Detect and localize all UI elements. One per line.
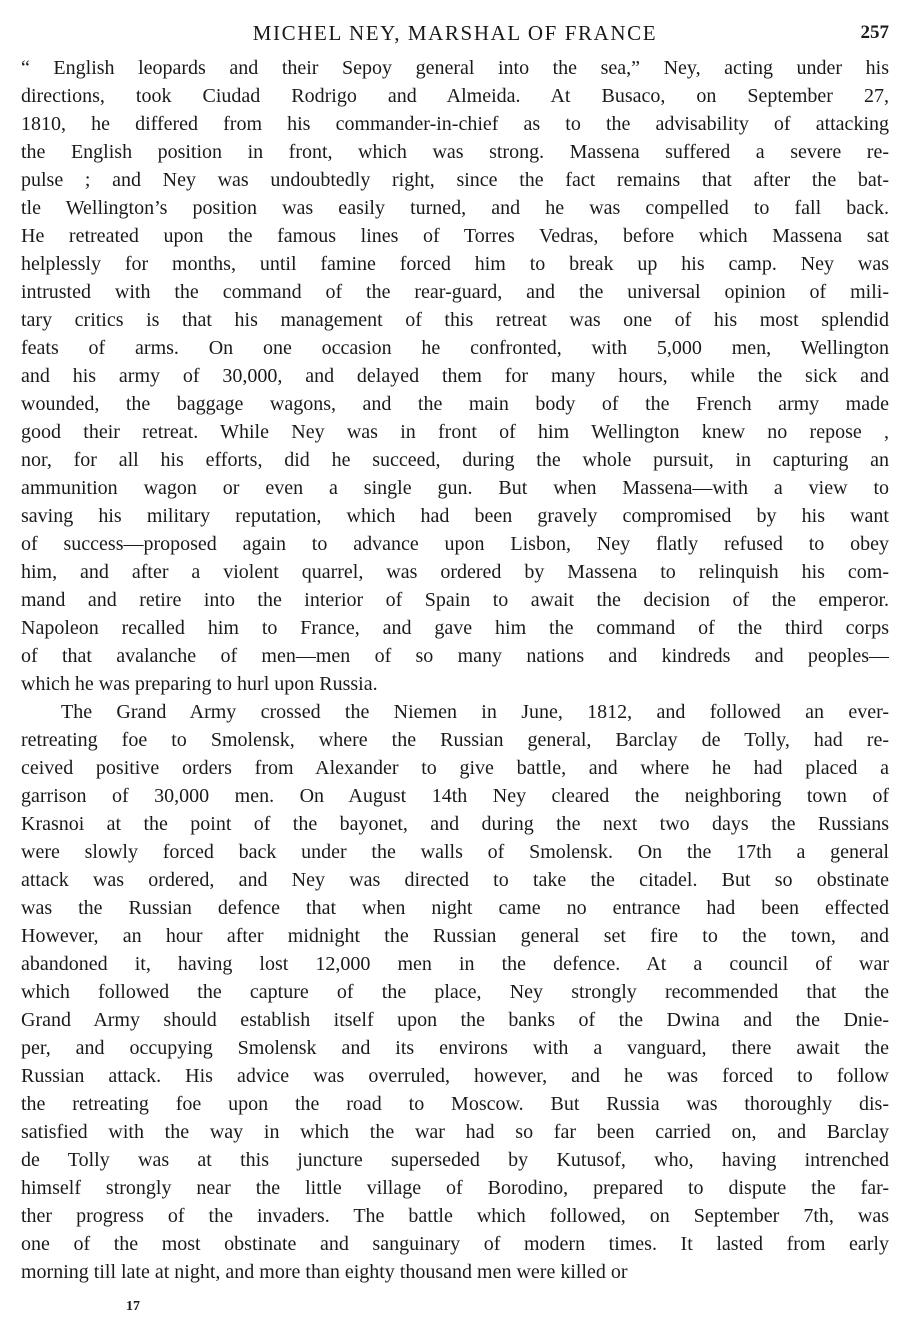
text-line: one of the most obstinate and sanguinary of modern times. It lasted from early (21, 1233, 889, 1255)
paragraph-continued (21, 54, 889, 698)
text-line: ceived positive orders from Alexander to give battle, and where he had placed a (21, 757, 889, 779)
text-line: Russian attack. His advice was overruled, however, and he was forced to follow (21, 1065, 889, 1087)
page-number: 257 (860, 22, 889, 43)
text-line: retreating foe to Smolensk, where the Russian general, Barclay de Tolly, had re- (21, 729, 889, 751)
text-line: nor, for all his efforts, did he succeed, during the whole pursuit, in capturing an (21, 449, 889, 471)
text-line: However, an hour after midnight the Russian general set fire to the town, and (21, 925, 889, 947)
text-line: pulse ; and Ney was undoubtedly right, since the fact remains that after the bat- (21, 169, 889, 191)
text-line: of success—proposed again to advance upon Lisbon, Ney flatly refused to obey (21, 533, 889, 555)
text-line: which followed the capture of the place, Ney strongly recommended that the (21, 981, 889, 1003)
text-line: ther progress of the invaders. The battle which followed, on September 7th, was (21, 1205, 889, 1227)
text-line: The Grand Army crossed the Niemen in June, 1812, and followed an ever- (61, 701, 889, 723)
body-text (21, 54, 889, 1286)
text-line: morning till late at night, and more than eighty thousand men were killed or (21, 1261, 628, 1283)
text-line: per, and occupying Smolensk and its environs with a vanguard, there await the (21, 1037, 889, 1059)
text-line: Napoleon recalled him to France, and gave him the command of the third corps (21, 617, 889, 639)
text-line: of that avalanche of men—men of so many nations and kindreds and peoples— (21, 645, 889, 667)
text-line: “ English leopards and their Sepoy general into the sea,” Ney, acting under his (21, 57, 889, 79)
text-line: Krasnoi at the point of the bayonet, and during the next two days the Russians (21, 813, 889, 835)
text-line: good their retreat. While Ney was in front of him Wellington knew no repose , (21, 421, 889, 443)
text-line: saving his military reputation, which had been gravely compromised by his want (21, 505, 889, 527)
text-line: attack was ordered, and Ney was directed to take the citadel. But so obstinate (21, 869, 889, 891)
text-line: and his army of 30,000, and delayed them for many hours, while the sick and (21, 365, 889, 387)
text-line: tary critics is that his management of this retreat was one of his most splendid (21, 309, 889, 331)
text-line: helplessly for months, until famine forced him to break up his camp. Ney was (21, 253, 889, 275)
text-line: mand and retire into the interior of Spain to await the decision of the emperor. (21, 589, 889, 611)
text-line: the English position in front, which was strong. Massena suffered a severe re- (21, 141, 889, 163)
text-line: garrison of 30,000 men. On August 14th Ney cleared the neighboring town of (21, 785, 889, 807)
text-line: was the Russian defence that when night came no entrance had been effected (21, 897, 889, 919)
text-line: were slowly forced back under the walls of Smolensk. On the 17th a general (21, 841, 889, 863)
text-line: wounded, the baggage wagons, and the main body of the French army made (21, 393, 889, 415)
text-line: He retreated upon the famous lines of Torres Vedras, before which Massena sat (21, 225, 889, 247)
text-line: himself strongly near the little village of Borodino, prepared to dispute the far- (21, 1177, 889, 1199)
text-line: abandoned it, having lost 12,000 men in the defence. At a council of war (21, 953, 889, 975)
paragraph-grand-army (21, 698, 889, 1286)
text-line: him, and after a violent quarrel, was ordered by Massena to relinquish his com- (21, 561, 889, 583)
text-line: satisfied with the way in which the war had so far been carried on, and Barclay (21, 1121, 889, 1143)
text-line: 1810, he differed from his commander-in-chief as to the advisability of attacking (21, 113, 889, 135)
text-line: intrusted with the command of the rear-guard, and the universal opinion of mili- (21, 281, 889, 303)
text-line: ammunition wagon or even a single gun. But when Massena—with a view to (21, 477, 889, 499)
text-line: feats of arms. On one occasion he confronted, with 5,000 men, Wellington (21, 337, 889, 359)
signature-mark: 17 (126, 1299, 140, 1314)
running-title: MICHEL NEY, MARSHAL OF FRANCE (252, 21, 658, 45)
text-line: directions, took Ciudad Rodrigo and Almeida. At Busaco, on September 27, (21, 85, 889, 107)
book-page (21, 18, 889, 1318)
text-line: which he was preparing to hurl upon Russia. (21, 673, 378, 695)
text-line: Grand Army should establish itself upon the banks of the Dwina and the Dnie- (21, 1009, 889, 1031)
text-line: de Tolly was at this juncture superseded by Kutusof, who, having intrenched (21, 1149, 889, 1171)
text-line: the retreating foe upon the road to Moscow. But Russia was thoroughly dis- (21, 1093, 889, 1115)
running-head (21, 18, 889, 52)
text-line: tle Wellington’s position was easily turned, and he was compelled to fall back. (21, 197, 889, 219)
